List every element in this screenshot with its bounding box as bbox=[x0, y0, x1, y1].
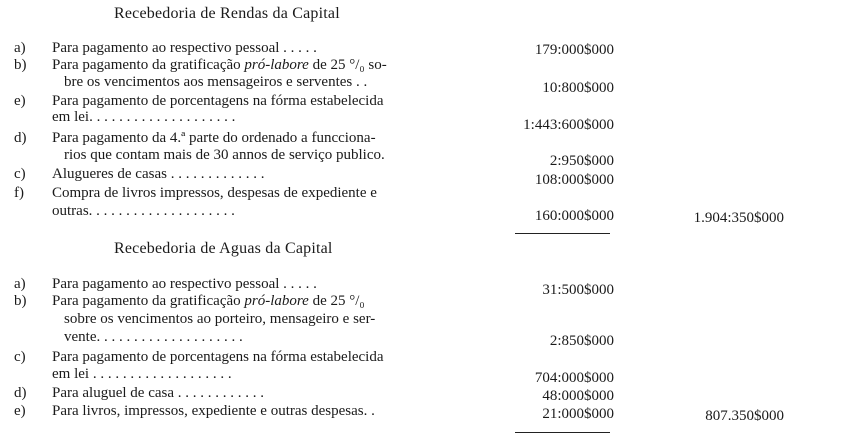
section-heading: Recebedoria de Aguas da Capital bbox=[114, 240, 333, 257]
item-text: Para aluguel de casa . . . . . . . . . . . . bbox=[52, 385, 265, 401]
sum-rule bbox=[515, 233, 610, 234]
item-letter: d) bbox=[14, 130, 27, 146]
item-letter: b) bbox=[14, 57, 27, 73]
list-item bbox=[14, 40, 514, 56]
list-item-continuation bbox=[14, 109, 514, 125]
item-text: bre os vencimentos aos mensageiros e serventes . . bbox=[64, 74, 368, 90]
item-letter: f) bbox=[14, 185, 24, 201]
list-item bbox=[14, 93, 514, 109]
item-text: vente. . . . . . . . . . . . . . . . . . . . bbox=[64, 329, 243, 345]
item-letter: e) bbox=[14, 93, 26, 109]
item-amount: 21:000$000 bbox=[542, 406, 614, 422]
list-item bbox=[14, 403, 514, 419]
item-text: em lei. . . . . . . . . . . . . . . . . . . . bbox=[52, 109, 236, 125]
item-amount: 48:000$000 bbox=[542, 388, 614, 404]
item-text: rios que contam mais de 30 annos de serviço publico. bbox=[64, 147, 385, 163]
item-amount: 160:000$000 bbox=[534, 208, 614, 224]
item-amount: 704:000$000 bbox=[534, 370, 614, 386]
item-letter: a) bbox=[14, 276, 26, 292]
item-amount: 1:443:600$000 bbox=[523, 117, 614, 133]
item-letter: d) bbox=[14, 385, 27, 401]
list-item-continuation bbox=[14, 147, 514, 163]
list-item bbox=[14, 166, 514, 182]
list-item-continuation bbox=[14, 329, 514, 345]
sum-rule bbox=[515, 432, 610, 433]
item-text: Para livros, impressos, expediente e outras despesas. . bbox=[52, 403, 375, 419]
list-item bbox=[14, 130, 514, 146]
item-amount: 2:850$000 bbox=[549, 333, 614, 349]
list-item bbox=[14, 185, 514, 201]
list-item bbox=[14, 293, 514, 309]
list-item bbox=[14, 57, 514, 73]
item-text: Para pagamento da gratificação pró-labore de 25 °/₀ so- bbox=[52, 57, 387, 73]
item-text: Para pagamento da gratificação pró-labore de 25 °/₀ bbox=[52, 293, 365, 309]
item-text: Compra de livros impressos, despesas de expediente e bbox=[52, 185, 377, 201]
item-letter: c) bbox=[14, 349, 26, 365]
section-total: 807.350$000 bbox=[705, 408, 784, 424]
item-amount: 31:500$000 bbox=[542, 282, 614, 298]
list-item-continuation bbox=[14, 311, 514, 327]
section-total: 1.904:350$000 bbox=[693, 210, 784, 226]
item-text: em lei . . . . . . . . . . . . . . . . . . . bbox=[52, 366, 232, 382]
list-item-continuation bbox=[14, 366, 514, 382]
item-text: sobre os vencimentos ao porteiro, mensageiro e ser- bbox=[64, 311, 376, 327]
item-letter: e) bbox=[14, 403, 26, 419]
item-letter: a) bbox=[14, 40, 26, 56]
list-item-continuation bbox=[14, 74, 514, 90]
item-letter: b) bbox=[14, 293, 27, 309]
item-amount: 108:000$000 bbox=[534, 172, 614, 188]
list-item bbox=[14, 349, 514, 365]
list-item bbox=[14, 385, 514, 401]
item-amount: 2:950$000 bbox=[549, 153, 614, 169]
list-item-continuation bbox=[14, 203, 514, 219]
item-amount: 179:000$000 bbox=[534, 42, 614, 58]
item-text: Alugueres de casas . . . . . . . . . . . . . bbox=[52, 166, 265, 182]
item-amount: 10:800$000 bbox=[542, 80, 614, 96]
section-heading: Recebedoria de Rendas da Capital bbox=[114, 5, 340, 22]
item-letter: c) bbox=[14, 166, 26, 182]
list-item bbox=[14, 276, 514, 292]
item-text: Para pagamento ao respectivo pessoal . . . . . bbox=[52, 40, 317, 56]
item-text: Para pagamento de porcentagens na fórma estabelecida bbox=[52, 93, 384, 109]
item-text: outras. . . . . . . . . . . . . . . . . . . . bbox=[52, 203, 235, 219]
item-text: Para pagamento ao respectivo pessoal . . . . . bbox=[52, 276, 317, 292]
item-text: Para pagamento de porcentagens na fórma estabelecida bbox=[52, 349, 384, 365]
item-text: Para pagamento da 4.ª parte do ordenado a funcciona- bbox=[52, 130, 376, 146]
